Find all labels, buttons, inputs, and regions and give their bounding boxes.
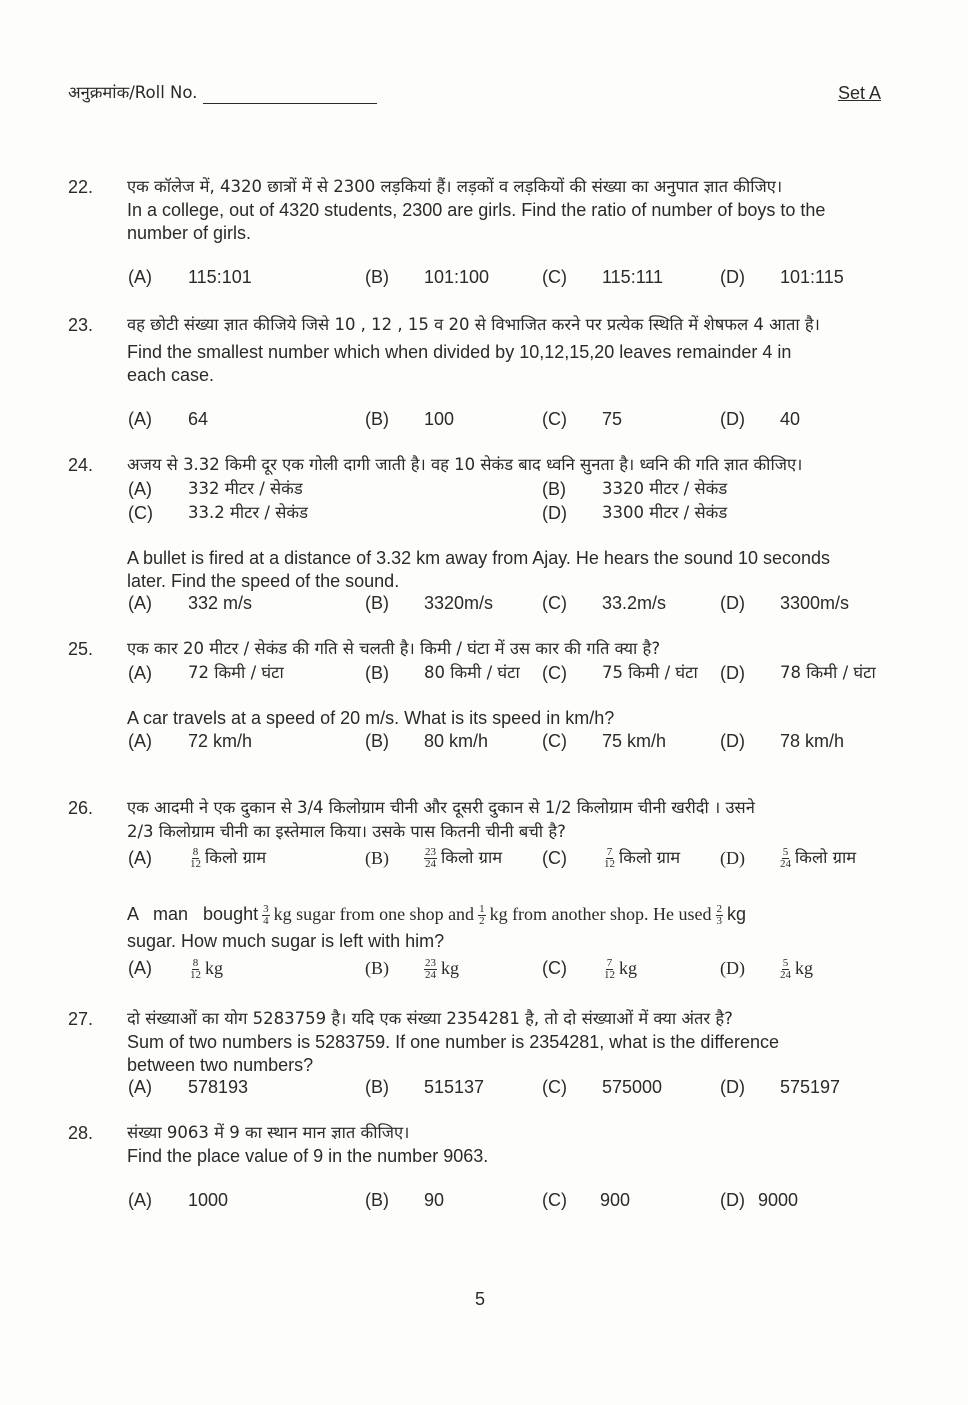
option-d-label: (D) [720, 663, 745, 683]
option-b-value: 3320m/s [424, 593, 494, 613]
option-a-value: 332 मीटर / सेकंड [188, 479, 303, 498]
denominator: 24 [425, 969, 436, 982]
option-c-value: 33.2 मीटर / सेकंड [188, 503, 308, 522]
option-c-value [600, 957, 637, 981]
option-b-label: (B) [365, 731, 389, 751]
unit: किलो ग्राम [795, 848, 857, 867]
option-d-label: (D) [720, 267, 745, 287]
option-a-label: (A) [128, 663, 152, 683]
option-d-value [776, 957, 813, 981]
fraction [478, 904, 486, 927]
denominator: 12 [604, 858, 615, 870]
option-c-label: (C) [542, 409, 567, 429]
text: kg [727, 904, 747, 924]
question-text-english: number of girls. [127, 223, 252, 243]
denominator: 24 [780, 969, 791, 982]
option-a-label: (A) [128, 1077, 152, 1097]
question-number: 22. [68, 177, 94, 197]
option-c-value: 75 किमी / घंटा [602, 663, 698, 682]
set-label: Set A [838, 83, 882, 103]
question-text-english: Find the place value of 9 in the number 9063. [127, 1146, 489, 1166]
option-b-label: (B) [365, 958, 389, 978]
fraction [780, 958, 791, 981]
option-b-label: (B) [542, 479, 566, 499]
option-b-value [420, 847, 502, 870]
option-a-value [186, 957, 223, 981]
option-d-label: (D) [720, 731, 745, 751]
numerator: 5 [782, 957, 789, 970]
fraction [424, 847, 437, 870]
option-c-value: 900 [600, 1190, 631, 1210]
option-c-label: (C) [542, 663, 567, 683]
roll-number-label [68, 82, 377, 104]
option-b-label: (B) [365, 663, 389, 683]
option-c-value: 33.2m/s [602, 593, 667, 613]
option-a-value: 72 किमी / घंटा [188, 663, 284, 682]
unit: kg [441, 958, 459, 978]
denominator: 24 [425, 858, 436, 870]
option-d-value: 9000 [758, 1190, 799, 1210]
option-c-label: (C) [542, 958, 567, 978]
question-number: 27. [68, 1009, 94, 1029]
text: kg from another shop. He used [489, 904, 712, 924]
denominator: 12 [190, 858, 201, 870]
option-d-label: (D) [720, 409, 745, 429]
option-b-label: (B) [365, 848, 389, 868]
question-text-hindi: एक कॉलेज में, 4320 छात्रों में से 2300 लड़कियां हैं। लड़कों व लड़कियों की संख्या का अनुपात ज्ञात कीजिए। [127, 177, 783, 196]
denominator: 24 [780, 858, 791, 870]
denominator: 3 [716, 914, 723, 927]
option-a-label: (A) [128, 409, 152, 429]
fraction [780, 847, 791, 870]
option-b-value: 80 km/h [424, 731, 489, 751]
option-b-label: (B) [365, 1190, 389, 1210]
question-text-english: A bullet is fired at a distance of 3.32 km away from Ajay. He hears the sound 10 seconds [127, 548, 831, 568]
question-text-english: A car travels at a speed of 20 m/s. What is its speed in km/h? [127, 708, 615, 728]
question-text-english: between two numbers? [127, 1055, 314, 1075]
roll-label-text: अनुक्रमांक/Roll No. [68, 83, 198, 102]
question-text-english: Sum of two numbers is 5283759. If one number is 2354281, what is the difference [127, 1032, 780, 1052]
option-b-value: 101:100 [424, 267, 490, 287]
option-d-value: 575197 [780, 1077, 841, 1097]
question-number: 28. [68, 1123, 94, 1143]
option-c-value: 75 km/h [602, 731, 667, 751]
numerator: 23 [425, 957, 436, 970]
option-d-value: 101:115 [780, 267, 844, 287]
option-a-value: 64 [188, 409, 209, 429]
question-text-hindi: संख्या 9063 में 9 का स्थान मान ज्ञात कीजिए। [127, 1123, 410, 1142]
option-c-value: 115:111 [602, 267, 664, 287]
fraction [604, 958, 615, 981]
text: kg sugar from one shop and [273, 904, 475, 924]
option-a-label: (A) [128, 267, 152, 287]
option-c-label: (C) [128, 503, 153, 523]
page-number: 5 [475, 1289, 486, 1309]
unit: kg [619, 958, 637, 978]
option-a-value: 1000 [188, 1190, 229, 1210]
option-c-label: (C) [542, 593, 567, 613]
question-text-hindi: वह छोटी संख्या ज्ञात कीजिये जिसे 10 , 12 , 15 व 20 से विभाजित करने पर प्रत्येक स्थिति में शेषफल 4 आता है। [127, 315, 820, 334]
question-number: 25. [68, 639, 94, 659]
option-b-value: 515137 [424, 1077, 485, 1097]
numerator: 2 [716, 902, 723, 915]
question-text-english [127, 903, 746, 927]
option-b-value: 80 किमी / घंटा [424, 663, 520, 682]
roll-number-field[interactable] [203, 85, 377, 104]
option-b-label: (B) [365, 267, 389, 287]
option-a-label: (A) [128, 848, 152, 868]
option-b-label: (B) [365, 593, 389, 613]
fraction [424, 958, 437, 981]
option-d-label: (D) [720, 848, 745, 868]
option-a-value: 578193 [188, 1077, 249, 1097]
option-b-value: 100 [424, 409, 455, 429]
unit: किलो ग्राम [619, 848, 681, 867]
question-number: 26. [68, 798, 94, 818]
option-c-value: 575000 [602, 1077, 663, 1097]
fraction [262, 904, 270, 927]
option-d-value: 40 [780, 409, 801, 429]
option-d-value: 78 km/h [780, 731, 845, 751]
option-d-value: 78 किमी / घंटा [780, 663, 876, 682]
question-text-english: later. Find the speed of the sound. [127, 571, 400, 591]
numerator: 8 [192, 957, 199, 970]
fraction [604, 847, 615, 870]
unit: किलो ग्राम [441, 848, 503, 867]
numerator: 23 [425, 846, 436, 858]
option-c-label: (C) [542, 1077, 567, 1097]
question-number: 24. [68, 455, 94, 475]
option-b-label: (B) [365, 1077, 389, 1097]
numerator: 7 [606, 957, 613, 970]
option-b-value: 90 [424, 1190, 445, 1210]
question-number: 23. [68, 315, 94, 335]
question-text-hindi: दो संख्याओं का योग 5283759 है। यदि एक संख्या 2354281 है, तो दो संख्याओं में क्या अंतर है? [127, 1009, 733, 1028]
unit: kg [205, 958, 223, 978]
denominator: 2 [479, 914, 485, 927]
fraction [190, 847, 201, 870]
option-a-label: (A) [128, 1190, 152, 1210]
fraction [716, 904, 724, 927]
question-text-hindi: अजय से 3.32 किमी दूर एक गोली दागी जाती है। वह 10 सेकंड बाद ध्वनि सुनता है। ध्वनि की गति ज्ञात कीजिए। [127, 455, 803, 474]
option-a-label: (A) [128, 593, 152, 613]
text: A man bought [127, 904, 259, 924]
question-text-english: sugar. How much sugar is left with him? [127, 931, 445, 951]
question-text-hindi: 2/3 किलोग्राम चीनी का इस्तेमाल किया। उसके पास कितनी चीनी बची है? [127, 822, 566, 841]
numerator: 3 [263, 902, 269, 915]
option-d-label: (D) [720, 1190, 745, 1210]
option-d-value: 3300 मीटर / सेकंड [602, 503, 728, 522]
option-c-label: (C) [542, 848, 567, 868]
option-a-value: 115:101 [188, 267, 252, 287]
option-c-value [600, 847, 680, 870]
numerator: 8 [192, 846, 199, 858]
option-b-value [420, 957, 459, 981]
unit: किलो ग्राम [205, 848, 267, 867]
option-a-label: (A) [128, 958, 152, 978]
unit: kg [795, 958, 813, 978]
option-c-label: (C) [542, 731, 567, 751]
option-a-label: (A) [128, 479, 152, 499]
option-a-label: (A) [128, 731, 152, 751]
option-d-label: (D) [720, 1077, 745, 1097]
option-c-value: 75 [602, 409, 623, 429]
question-text-hindi: एक आदमी ने एक दुकान से 3/4 किलोग्राम चीनी और दूसरी दुकान से 1/2 किलोग्राम चीनी खरीदी । उसने [127, 798, 755, 817]
option-c-label: (C) [542, 267, 567, 287]
denominator: 12 [604, 969, 615, 982]
option-a-value: 332 m/s [188, 593, 253, 613]
option-c-label: (C) [542, 1190, 567, 1210]
question-text-hindi: एक कार 20 मीटर / सेकंड की गति से चलती है। किमी / घंटा में उस कार की गति क्या है? [127, 639, 661, 658]
fraction [190, 958, 201, 981]
numerator: 5 [782, 846, 789, 858]
denominator: 4 [263, 914, 269, 927]
question-text-english: Find the smallest number which when divided by 10,12,15,20 leaves remainder 4 in [127, 342, 792, 362]
option-b-value: 3320 मीटर / सेकंड [602, 479, 728, 498]
option-d-value: 3300m/s [780, 593, 850, 613]
option-d-label: (D) [720, 958, 745, 978]
question-text-english: In a college, out of 4320 students, 2300 are girls. Find the ratio of number of boys to the [127, 200, 826, 220]
option-d-value [776, 847, 856, 870]
option-a-value [186, 847, 266, 870]
denominator: 12 [190, 969, 201, 982]
numerator: 7 [606, 846, 613, 858]
option-b-label: (B) [365, 409, 389, 429]
option-d-label: (D) [720, 593, 745, 613]
question-text-english: each case. [127, 365, 215, 385]
option-d-label: (D) [542, 503, 567, 523]
option-a-value: 72 km/h [188, 731, 253, 751]
numerator: 1 [479, 902, 485, 915]
